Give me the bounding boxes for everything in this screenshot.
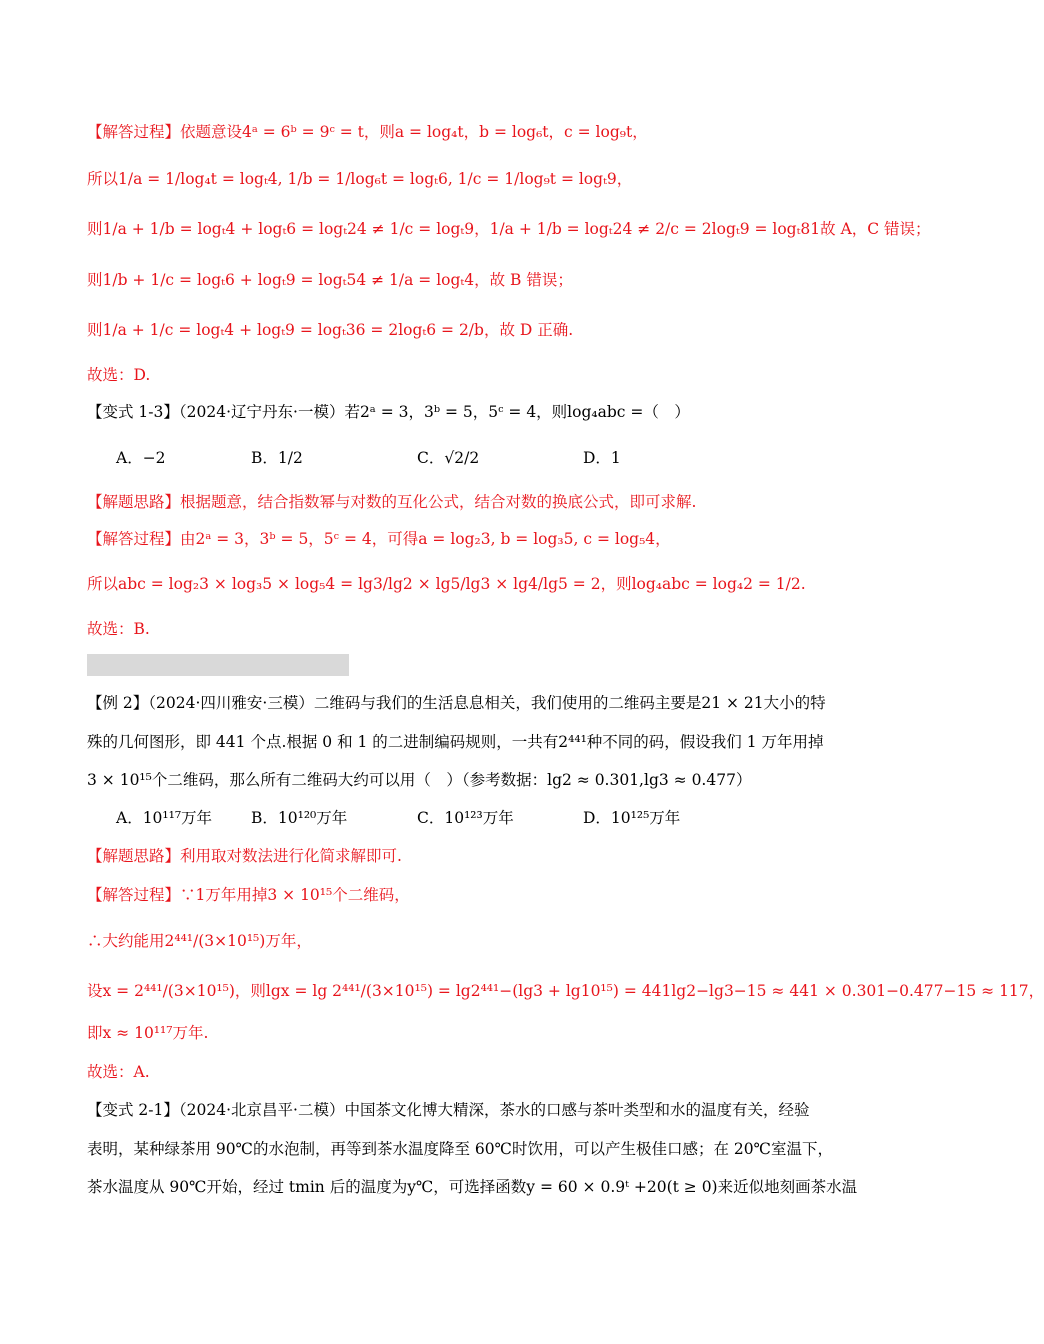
solution-idea-line: 【解题思路】利用取对数法进行化简求解即可. (87, 847, 402, 865)
answer-choice-line: 故选：D. (87, 366, 151, 384)
section-header (87, 654, 349, 676)
problem-variant-1-3: 【变式 1-3】（2024·辽宁丹东·一模）若2ᵃ = 3，3ᵇ = 5，5ᶜ = 4，则log₄abc =（ ） (87, 403, 690, 421)
solution-line: 则1/b + 1/c = logₜ6 + logₜ9 = logₜ54 ≠ 1/a = logₜ4，故 B 错误； (87, 271, 573, 289)
solution-process-line: 【解答过程】∵1万年用掉3 × 10¹⁵个二维码， (87, 886, 410, 904)
options-row-2 (0, 806, 950, 830)
solution-line: 所以abc = log₂3 × log₃5 × log₅4 = lg3/lg2 × lg5/lg3 × lg4/lg5 = 2，则log₄abc = log₄2 = 1/2. (87, 575, 806, 593)
solution-line: 则1/a + 1/c = logₜ4 + logₜ9 = logₜ36 = 2logₜ6 = 2/b，故 D 正确. (87, 321, 574, 339)
problem-variant-2-1: 【变式 2-1】（2024·北京昌平·二模）中国茶文化博大精深，茶水的口感与茶叶类型和水的温度有关，经验 (87, 1101, 810, 1119)
option-d: D．10¹²⁵万年 (583, 809, 681, 827)
example-2-line: 【例 2】（2024·四川雅安·三模）二维码与我们的生活息息相关，我们使用的二维码主要是21 × 21大小的特 (87, 694, 826, 712)
problem-variant-2-1: 表明，某种绿茶用 90℃的水泡制，再等到茶水温度降至 60℃时饮用，可以产生极佳口感；在 20℃室温下， (87, 1140, 833, 1158)
options-row-1 (0, 446, 950, 470)
option-c: C．10¹²³万年 (417, 809, 514, 827)
option-c: C．√2/2 (417, 449, 480, 467)
solution-line: 即x ≈ 10¹¹⁷万年. (87, 1024, 209, 1042)
answer-choice-line: 故选：B. (87, 620, 150, 638)
solution-line: 所以1/a = 1/log₄t = logₜ4, 1/b = 1/log₆t = logₜ6, 1/c = 1/log₉t = logₜ9， (87, 170, 633, 188)
solution-process-line: 【解答过程】依题意设4ᵃ = 6ᵇ = 9ᶜ = t，则a = log₄t，b = log₆t，c = log₉t， (87, 123, 648, 141)
option-a: A．−2 (116, 449, 166, 467)
solution-process-line: 【解答过程】由2ᵃ = 3，3ᵇ = 5，5ᶜ = 4，可得a = log₂3, b = log₃5, c = log₅4， (87, 530, 671, 548)
solution-idea-line: 【解题思路】根据题意，结合指数幂与对数的互化公式，结合对数的换底公式，即可求解. (87, 493, 697, 511)
option-d: D．1 (583, 449, 621, 467)
option-b: B．1/2 (251, 449, 303, 467)
answer-choice-line: 故选：A. (87, 1063, 150, 1081)
example-2-line: 3 × 10¹⁵个二维码，那么所有二维码大约可以用（ ）（参考数据：lg2 ≈ 0.301,lg3 ≈ 0.477） (87, 771, 752, 789)
solution-line: ∴大约能用2⁴⁴¹/(3×10¹⁵)万年， (87, 932, 312, 950)
solution-line: 则1/a + 1/b = logₜ4 + logₜ6 = logₜ24 ≠ 1/c = logₜ9，1/a + 1/b = logₜ24 ≠ 2/c = 2logₜ9 = logₜ81故 A，C 错误； (87, 220, 931, 238)
problem-variant-2-1: 茶水温度从 90℃开始，经过 tmin 后的温度为y℃，可选择函数y = 60 × 0.9ᵗ +20(t ≥ 0)来近似地刻画茶水温 (87, 1178, 858, 1196)
example-2-line: 殊的几何图形，即 441 个点.根据 0 和 1 的二进制编码规则，一共有2⁴⁴¹种不同的码，假设我们 1 万年用掉 (87, 733, 824, 751)
option-a: A．10¹¹⁷万年 (116, 809, 213, 827)
solution-line: 设x = 2⁴⁴¹/(3×10¹⁵)，则lgx = lg 2⁴⁴¹/(3×10¹⁵) = lg2⁴⁴¹−(lg3 + lg10¹⁵) = 441lg2−lg3−15 ≈ 441 × 0.301−0.477−15 ≈ 117， (87, 982, 1044, 1000)
option-b: B．10¹²⁰万年 (251, 809, 348, 827)
